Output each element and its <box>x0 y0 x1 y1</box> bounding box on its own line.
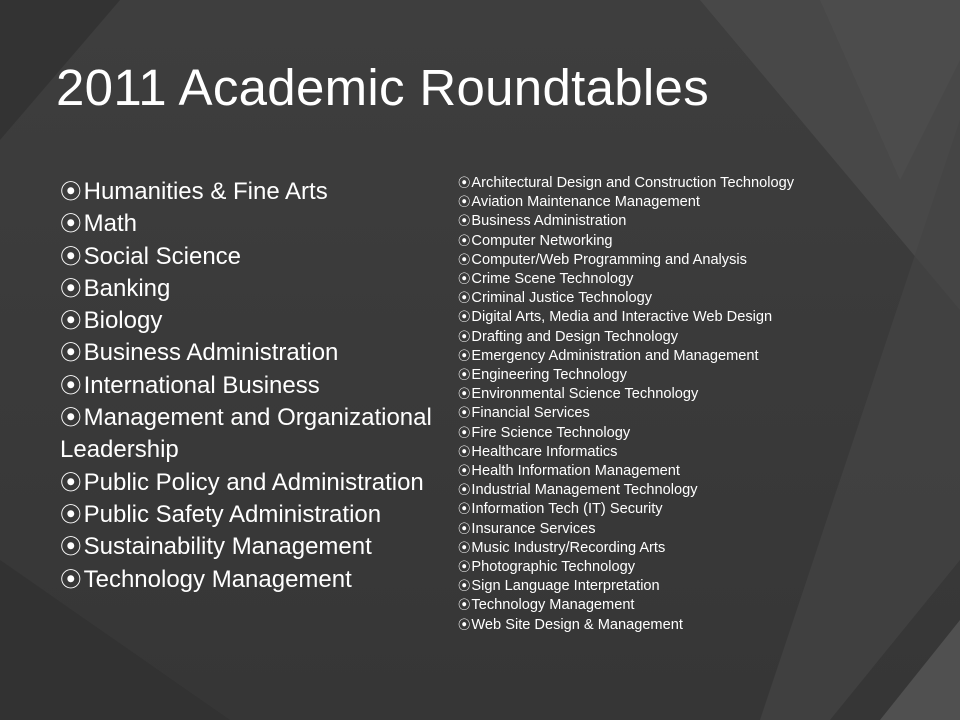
list-item <box>458 385 828 404</box>
bullet-icon: ⦿ <box>60 340 82 366</box>
list-item-label: Drafting and Design Technology <box>471 328 679 345</box>
list-item <box>458 462 828 481</box>
bullet-icon: ⦿ <box>458 540 471 555</box>
list-item <box>458 193 828 212</box>
bullet-icon: ⦿ <box>60 469 82 495</box>
bullet-icon: ⦿ <box>458 464 471 479</box>
bullet-icon: ⦿ <box>458 329 471 344</box>
bullet-icon: ⦿ <box>458 368 471 383</box>
list-item <box>60 531 440 563</box>
list-item-label: Business Administration <box>83 339 339 367</box>
list-item-label: Math <box>83 210 137 238</box>
bullet-icon: ⦿ <box>458 387 471 402</box>
left-bullet-list <box>60 176 440 596</box>
bullet-icon: ⦿ <box>60 211 82 237</box>
list-item <box>458 289 828 308</box>
list-item <box>458 404 828 423</box>
bullet-icon: ⦿ <box>60 243 82 269</box>
list-item-label: Architectural Design and Construction Technology <box>471 175 795 191</box>
list-item <box>458 174 828 193</box>
bullet-icon: ⦿ <box>60 179 82 204</box>
bullet-icon: ⦿ <box>458 272 471 287</box>
bullet-icon: ⦿ <box>60 372 82 398</box>
list-item <box>458 251 828 270</box>
bullet-icon: ⦿ <box>458 252 471 267</box>
bullet-icon: ⦿ <box>60 405 82 431</box>
list-item-label: Humanities & Fine Arts <box>83 178 328 205</box>
list-item-label: Computer Networking <box>471 232 613 249</box>
list-item-label: Public Safety Administration <box>83 500 382 528</box>
list-item <box>458 366 828 385</box>
bullet-icon: ⦿ <box>458 291 471 306</box>
bullet-icon: ⦿ <box>458 214 471 229</box>
bullet-icon: ⦿ <box>60 566 82 592</box>
bullet-icon: ⦿ <box>458 195 471 210</box>
list-item-label: Sustainability Management <box>83 533 372 561</box>
list-item-label: Fire Science Technology <box>471 424 631 441</box>
list-item-label: Health Information Management <box>471 463 680 480</box>
list-item <box>60 241 440 273</box>
bullet-icon: ⦿ <box>458 348 471 363</box>
list-item-label: Aviation Maintenance Management <box>471 194 700 211</box>
list-item-label: Social Science <box>83 242 242 270</box>
bullet-icon: ⦿ <box>458 579 471 594</box>
list-item <box>458 347 828 366</box>
list-item <box>458 558 828 577</box>
bullet-icon: ⦿ <box>458 483 471 498</box>
list-item <box>458 500 828 519</box>
list-item-label: Music Industry/Recording Arts <box>471 539 666 556</box>
list-item <box>60 176 440 208</box>
list-item <box>458 424 828 443</box>
list-item-label: Emergency Administration and Management <box>471 347 759 364</box>
slide-title: 2011 Academic Roundtables <box>56 59 709 116</box>
list-item-label: Sign Language Interpretation <box>471 578 660 595</box>
bullet-icon: ⦿ <box>60 275 82 301</box>
list-item <box>60 564 440 596</box>
list-item <box>458 270 828 289</box>
bullet-icon: ⦿ <box>458 233 471 248</box>
list-item <box>458 328 828 347</box>
list-item <box>60 208 440 240</box>
list-item-label: Management and Organizational Leadership <box>60 404 432 464</box>
list-item-label: Technology Management <box>83 565 352 593</box>
list-item <box>60 370 440 402</box>
list-item <box>458 539 828 558</box>
list-item <box>458 520 828 539</box>
bullet-icon: ⦿ <box>60 534 82 560</box>
list-item <box>60 499 440 531</box>
bullet-icon: ⦿ <box>60 501 82 527</box>
list-item <box>458 232 828 251</box>
list-item-label: Photographic Technology <box>471 559 636 576</box>
bullet-icon: ⦿ <box>458 617 471 632</box>
list-item <box>458 443 828 462</box>
bullet-icon: ⦿ <box>458 406 471 421</box>
list-item-label: Insurance Services <box>471 520 596 537</box>
list-item <box>60 337 440 369</box>
bullet-icon: ⦿ <box>458 310 471 325</box>
list-item-label: Technology Management <box>471 597 635 614</box>
list-item <box>458 616 828 635</box>
list-item-label: Business Administration <box>471 213 627 230</box>
list-item <box>458 596 828 615</box>
list-item-label: Computer/Web Programming and Analysis <box>471 251 747 268</box>
list-item-label: Information Tech (IT) Security <box>471 501 663 518</box>
list-item <box>458 308 828 327</box>
bullet-icon: ⦿ <box>458 521 471 536</box>
list-item-label: Environmental Science Technology <box>471 386 699 403</box>
list-item-label: Public Policy and Administration <box>83 468 424 496</box>
list-item-label: Crime Scene Technology <box>471 271 634 288</box>
list-item-label: Web Site Design & Management <box>471 616 683 633</box>
list-item <box>458 577 828 596</box>
list-item-label: Digital Arts, Media and Interactive Web Design <box>471 309 773 326</box>
list-item-label: Healthcare Informatics <box>471 443 618 460</box>
list-item-label: Industrial Management Technology <box>471 482 698 499</box>
list-item-label: Financial Services <box>471 405 590 422</box>
bullet-icon: ⦿ <box>458 425 471 440</box>
bullet-icon: ⦿ <box>458 560 471 575</box>
list-item-label: Engineering Technology <box>471 367 627 384</box>
bullet-icon: ⦿ <box>458 502 471 517</box>
list-item-label: Criminal Justice Technology <box>471 290 653 307</box>
bullet-icon: ⦿ <box>458 176 471 190</box>
bullet-icon: ⦿ <box>458 598 471 613</box>
list-item <box>458 212 828 231</box>
bullet-icon: ⦿ <box>458 444 471 459</box>
list-item-label: International Business <box>83 371 320 399</box>
list-item-label: Banking <box>83 274 171 302</box>
list-item <box>458 481 828 500</box>
list-item <box>60 305 440 337</box>
list-item-label: Biology <box>83 307 163 335</box>
bullet-icon: ⦿ <box>60 308 82 334</box>
list-item <box>60 273 440 305</box>
list-item <box>60 402 440 467</box>
list-item <box>60 467 440 499</box>
right-bullet-list <box>458 174 828 635</box>
